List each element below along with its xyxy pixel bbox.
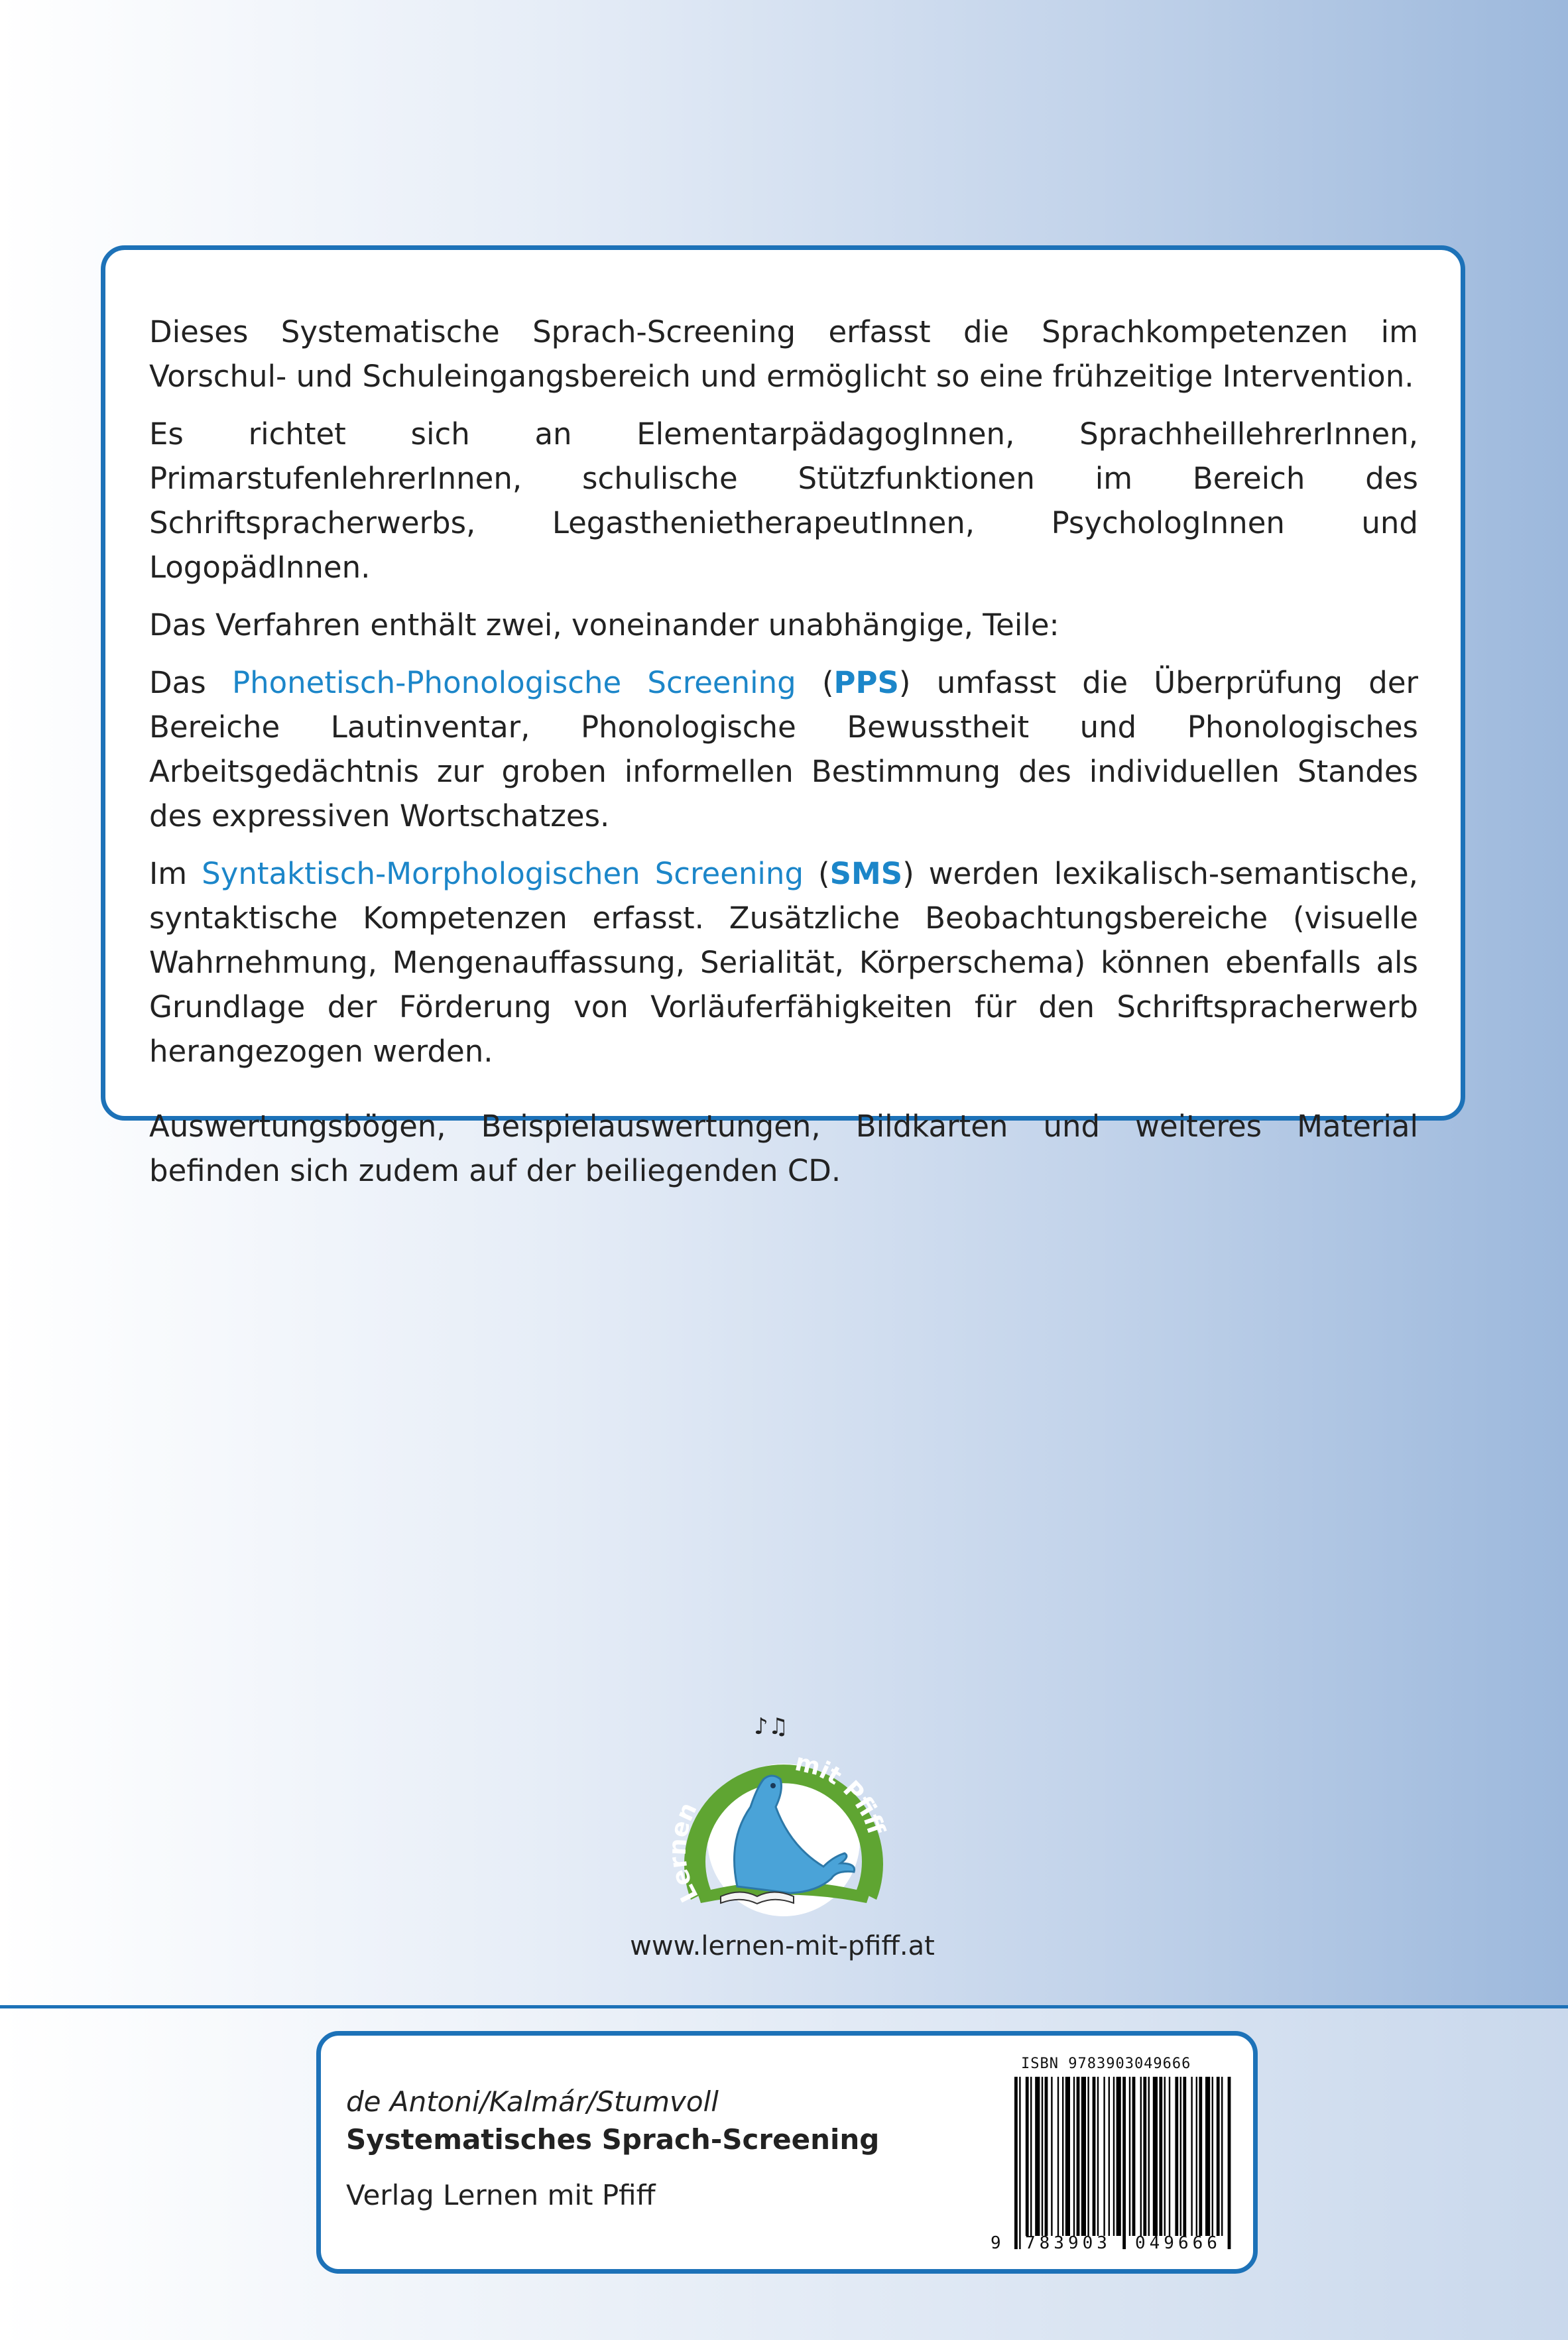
barcode-bar — [1026, 2077, 1029, 2236]
barcode-bar — [1205, 2077, 1210, 2236]
barcode-bar — [1045, 2077, 1048, 2236]
isbn-digit-first: 9 — [991, 2233, 1001, 2253]
barcode-bar — [1169, 2077, 1170, 2236]
barcode-bar — [1132, 2077, 1136, 2236]
seal-eye-icon — [770, 1783, 776, 1788]
barcode-bar — [1175, 2077, 1178, 2236]
pps-close-paren: ) — [898, 665, 911, 700]
barcode-bar — [1103, 2077, 1105, 2236]
sms-prefix: Im — [149, 856, 202, 891]
sms-name: Syntaktisch-Morphologischen Screening — [202, 856, 804, 891]
music-note-icon: ♪♫ — [754, 1713, 789, 1740]
barcode-bar — [1217, 2077, 1220, 2236]
pps-name: Phonetisch-Phonologische Screening — [231, 665, 796, 700]
book-authors: de Antoni/Kalmár/Stumvoll — [346, 2085, 719, 2118]
barcode-bar — [1228, 2077, 1231, 2249]
lernen-mit-pfiff-logo — [658, 1707, 910, 1926]
barcode-bar — [1148, 2077, 1150, 2236]
barcode-bar — [1073, 2077, 1075, 2236]
description-box — [101, 245, 1465, 1188]
book-publisher: Verlag Lernen mit Pfiff — [346, 2179, 656, 2211]
barcode-bar — [1180, 2077, 1181, 2236]
pps-abbreviation: PPS — [833, 665, 899, 700]
barcode-bar — [1109, 2077, 1110, 2236]
pps-description: umfasst die Überprüfung der Bereiche Lautinventar, Phonologische Bewusstheit und Phonologisches Arbeitsgedächtnis zur groben informellen Bestimmung des individuellen Standes des expressiven Wortschatzes. — [149, 665, 1419, 833]
barcode-bar — [1183, 2077, 1186, 2236]
book-info-box — [316, 2031, 1258, 2274]
barcode-bar — [1196, 2077, 1197, 2236]
isbn-digits-right: 049666 — [1135, 2233, 1221, 2253]
barcode-bar — [1035, 2077, 1040, 2236]
pps-prefix: Das — [149, 665, 232, 700]
isbn-digits-left: 783903 — [1025, 2233, 1111, 2253]
barcode-bar — [1153, 2077, 1158, 2236]
description-paragraph-6: Auswertungsbögen, Beispielauswertungen, Bildkarten und weiteres Material befinden sich zudem auf der beiliegenden CD. — [149, 1109, 1418, 1188]
pps-open-paren: ( — [796, 665, 834, 700]
barcode-bar — [1113, 2077, 1115, 2236]
barcode-bar — [1122, 2077, 1126, 2249]
logo-text-lernen: Lernen — [664, 1798, 704, 1906]
barcode-bar — [1042, 2077, 1043, 2236]
barcode-bar — [1081, 2077, 1086, 2236]
sms-abbreviation: SMS — [829, 856, 903, 891]
isbn-label: ISBN 9783903049666 — [1021, 2056, 1191, 2072]
sms-open-paren: ( — [804, 856, 830, 891]
description-paragraph-1: Dieses Systematische Sprach-Screening erfasst die Sprachkompetenzen im Vorschul- und Schuleingangsbereich und ermöglicht so eine frühzeitige Intervention. — [149, 314, 1418, 394]
description-paragraph-3: Das Verfahren enthält zwei, voneinander unabhängige, Teile: — [149, 607, 1059, 643]
barcode-bar — [1087, 2077, 1089, 2236]
barcode-bar — [1093, 2077, 1096, 2236]
barcode-bar — [1116, 2077, 1121, 2236]
sms-description: werden lexikalisch-semantische, syntaktische Kompetenzen erfasst. Zusätzliche Beobachtungsbereiche (visuelle Wahrnehmung, Mengenauffassung, Serialität, Körperschema) können ebenfalls als Grundlage der Förderung von Vorläuferfähigkeiten für den Schriftspracherwerb herangezogen werden. — [149, 856, 1418, 1069]
barcode-bar — [1221, 2077, 1223, 2236]
barcode-bar — [1212, 2077, 1213, 2236]
barcode-icon — [1005, 2050, 1237, 2262]
barcode-bar — [1159, 2077, 1162, 2236]
barcode-bar — [1051, 2077, 1052, 2236]
barcode-bar — [1164, 2077, 1166, 2236]
barcode-bar — [1057, 2077, 1059, 2236]
barcode-bar — [1077, 2077, 1080, 2236]
barcode-bar — [1065, 2077, 1070, 2236]
barcode-bar — [1143, 2077, 1146, 2236]
description-paragraph-2: Es richtet sich an ElementarpädagogInnen, SprachheillehrerInnen, PrimarstufenlehrerInnen, schulische Stützfunktionen im Bereich des Schriftspracherwerbs, LegasthenietherapeutInnen, PsychologInnen und LogopädInnen. — [149, 416, 1418, 585]
book-title: Systematisches Sprach-Screening — [346, 2123, 880, 2156]
barcode-bar — [1030, 2077, 1032, 2236]
barcode-bar — [1019, 2077, 1020, 2249]
barcode-bar — [1199, 2077, 1202, 2236]
barcode-bar — [1191, 2077, 1192, 2236]
description-paragraph-5 — [149, 851, 1418, 1074]
barcode-bar — [1129, 2077, 1130, 2236]
logo-text-mit-pfiff: mit Pfiff — [792, 1749, 890, 1839]
barcode-bar — [1062, 2077, 1063, 2236]
sms-close-paren: ) — [902, 856, 914, 891]
barcode-bar — [1014, 2077, 1018, 2249]
description-paragraph-4 — [149, 660, 1418, 838]
barcode-bar — [1140, 2077, 1142, 2236]
website-url[interactable]: www.lernen-mit-pfiff.at — [630, 1931, 935, 1961]
barcode-bar — [1097, 2077, 1099, 2236]
